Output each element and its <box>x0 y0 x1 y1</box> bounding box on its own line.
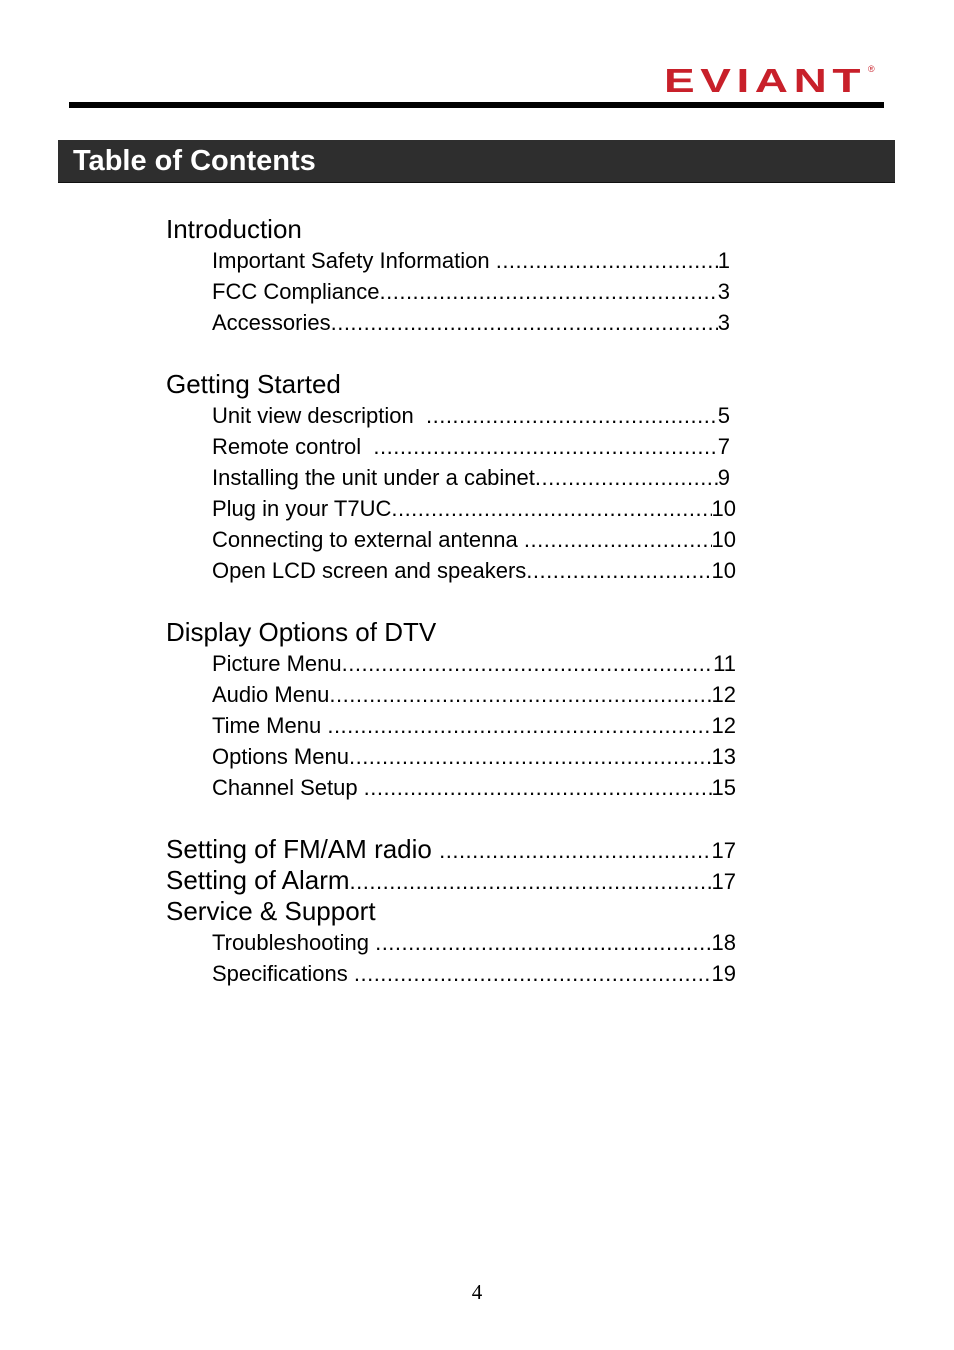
toc-entry-label: Accessories <box>212 310 331 335</box>
toc-entry[interactable] <box>212 682 736 708</box>
toc-entry-page: 7 <box>717 434 730 459</box>
toc-entry-label: Remote control <box>212 434 374 459</box>
toc-leader-dots <box>535 465 718 491</box>
toc-entry-label: Audio Menu <box>212 682 330 707</box>
toc-header-bar <box>58 140 895 183</box>
toc-leader-dots <box>496 248 718 274</box>
toc-entry[interactable] <box>212 775 736 801</box>
section-title-getting-started: Getting Started <box>166 369 341 399</box>
toc-entry-page: 18 <box>711 930 736 955</box>
page-title: Table of Contents <box>73 145 316 177</box>
toc-entry-label: Setting of FM/AM radio <box>166 834 440 864</box>
toc-entry-label: Open LCD screen and speakers <box>212 558 527 583</box>
toc-leader-dots <box>329 682 711 708</box>
toc-leader-dots <box>342 651 714 677</box>
toc-leader-dots <box>375 930 711 956</box>
header-rule <box>69 102 884 108</box>
toc-leader-dots <box>373 434 717 460</box>
toc-entry-label: Troubleshooting <box>212 930 376 955</box>
toc-entry[interactable] <box>212 403 730 429</box>
toc-entry-label: Picture Menu <box>212 651 342 676</box>
toc-entry[interactable] <box>212 527 736 553</box>
toc-leader-dots <box>331 310 718 336</box>
toc-leader-dots <box>380 279 718 305</box>
toc-entry[interactable] <box>212 930 736 956</box>
toc-entry-label: Connecting to external antenna <box>212 527 524 552</box>
logo-wordmark: EVIANT <box>664 62 866 99</box>
toc-entry-label: Specifications <box>212 961 354 986</box>
toc-entry-page: 1 <box>717 248 730 273</box>
toc-entry-label: Installing the unit under a cabinet <box>212 465 535 490</box>
toc-entry[interactable] <box>212 310 730 336</box>
toc-entry-page: 17 <box>711 838 736 863</box>
toc-entry-label: Plug in your T7UC <box>212 496 392 521</box>
toc-leader-dots <box>391 496 711 522</box>
toc-entry-page: 15 <box>711 775 736 800</box>
toc-entry[interactable] <box>212 651 736 677</box>
toc-entry[interactable] <box>212 496 736 522</box>
toc-entry[interactable] <box>212 713 736 739</box>
toc-entry-radio[interactable] <box>166 833 736 865</box>
toc-entry-label: FCC Compliance <box>212 279 380 304</box>
section-title-display-options: Display Options of DTV <box>166 617 437 647</box>
toc-entry-page: 13 <box>711 744 736 769</box>
toc-entry[interactable] <box>212 279 730 305</box>
eviant-logo-mark <box>664 60 879 100</box>
toc-entry-page: 3 <box>717 310 730 335</box>
toc-entry-page: 9 <box>717 465 730 490</box>
toc-entry[interactable] <box>212 558 736 584</box>
toc-entry-label: Time Menu <box>212 713 328 738</box>
toc-entry-page: 10 <box>711 527 736 552</box>
toc-entry-page: 11 <box>713 651 736 676</box>
toc-entry[interactable] <box>212 465 730 491</box>
page-number: 4 <box>471 1280 483 1304</box>
toc-entry-label: Options Menu <box>212 744 349 769</box>
registered-mark: ® <box>868 64 875 74</box>
toc-entry-label: Unit view description <box>212 403 426 428</box>
toc-entry[interactable] <box>212 961 736 987</box>
toc-leader-dots <box>354 961 712 987</box>
section-title-introduction: Introduction <box>166 214 302 244</box>
toc-entry-alarm[interactable] <box>166 864 736 896</box>
toc-leader-dots <box>526 558 711 584</box>
toc-entry-page: 10 <box>711 496 736 521</box>
toc-leader-dots <box>439 835 711 865</box>
toc-entry-label: Setting of Alarm <box>166 865 350 895</box>
toc-leader-dots <box>350 866 712 896</box>
toc-leader-dots <box>349 744 712 770</box>
toc-entry-page: 12 <box>711 682 736 707</box>
toc-entry[interactable] <box>212 744 736 770</box>
toc-leader-dots <box>364 775 712 801</box>
toc-entry-page: 19 <box>711 961 736 986</box>
toc-entry-page: 3 <box>717 279 730 304</box>
toc-entry-page: 17 <box>711 869 736 894</box>
section-title-service-support: Service & Support <box>166 896 376 926</box>
toc-leader-dots <box>327 713 711 739</box>
toc-entry-label: Channel Setup <box>212 775 364 800</box>
toc-entry-page: 5 <box>717 403 730 428</box>
eviant-logo <box>664 60 879 100</box>
toc-entry-page: 10 <box>711 558 736 583</box>
toc-entry[interactable] <box>212 248 730 274</box>
toc-entry-page: 12 <box>711 713 736 738</box>
toc-entry-label: Important Safety Information <box>212 248 496 273</box>
toc-leader-dots <box>524 527 712 553</box>
toc-entry[interactable] <box>212 434 730 460</box>
toc-leader-dots <box>426 403 718 429</box>
